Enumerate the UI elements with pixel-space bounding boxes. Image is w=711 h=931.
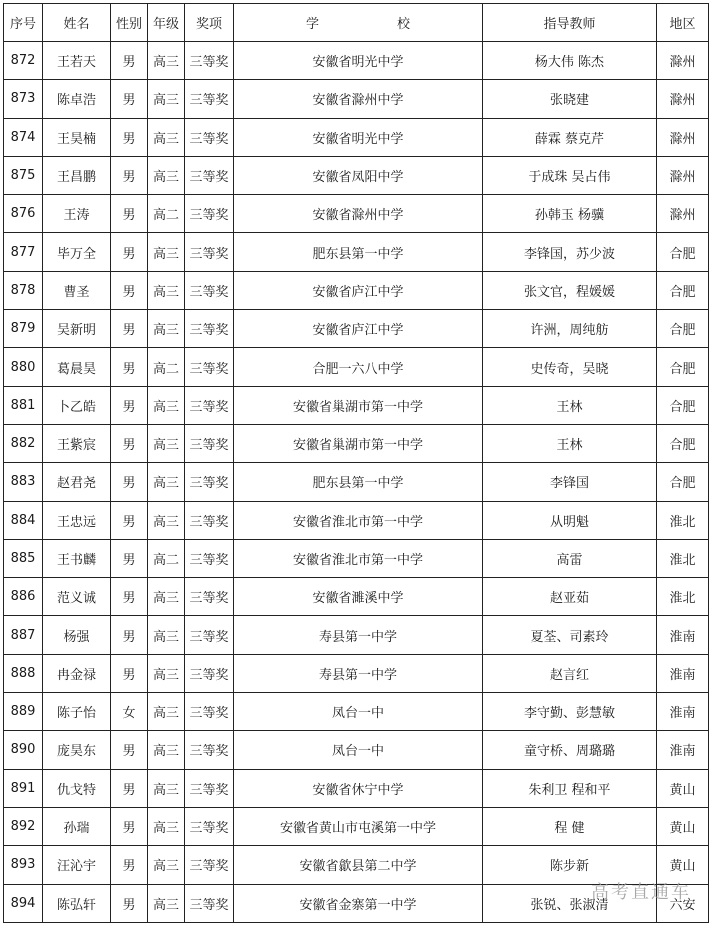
cell-teacher: 李守勤、彭慧敏 [483,693,657,731]
cell-award: 三等奖 [185,271,234,309]
cell-region: 黄山 [657,769,709,807]
cell-index: 887 [4,616,43,654]
cell-teacher: 高雷 [483,539,657,577]
cell-school: 安徽省歙县第二中学 [234,846,483,884]
cell-region: 淮南 [657,654,709,692]
cell-name: 王昊楠 [43,118,111,156]
cell-grade: 高三 [148,807,185,845]
cell-gender: 男 [111,156,148,194]
cell-school: 寿县第一中学 [234,654,483,692]
cell-award: 三等奖 [185,501,234,539]
table-row [4,578,709,616]
header-award: 奖项 [185,4,234,42]
cell-award: 三等奖 [185,578,234,616]
cell-award: 三等奖 [185,539,234,577]
table-row [4,807,709,845]
cell-index: 883 [4,463,43,501]
watermark: 高考直通车 [591,882,691,903]
cell-school: 安徽省凤阳中学 [234,156,483,194]
cell-school: 安徽省淮北市第一中学 [234,539,483,577]
cell-teacher: 史传奇，吴晓 [483,348,657,386]
cell-teacher: 李锋国 [483,463,657,501]
cell-teacher: 陈步新 [483,846,657,884]
table-row [4,42,709,80]
table-row [4,310,709,348]
table-row [4,616,709,654]
cell-region: 淮北 [657,501,709,539]
cell-grade: 高三 [148,769,185,807]
cell-index: 889 [4,693,43,731]
cell-gender: 男 [111,463,148,501]
cell-teacher: 张文官，程媛媛 [483,271,657,309]
cell-name: 孙瑞 [43,807,111,845]
cell-name: 陈卓浩 [43,80,111,118]
cell-index: 886 [4,578,43,616]
cell-school: 安徽省滁州中学 [234,80,483,118]
cell-index: 878 [4,271,43,309]
cell-teacher: 李锋国，苏少波 [483,233,657,271]
cell-grade: 高三 [148,80,185,118]
cell-school: 寿县第一中学 [234,616,483,654]
table-body [4,42,709,923]
cell-region: 滁州 [657,195,709,233]
table-row [4,463,709,501]
cell-index: 893 [4,846,43,884]
cell-index: 880 [4,348,43,386]
cell-teacher: 夏荃、司素玲 [483,616,657,654]
cell-teacher: 王林 [483,386,657,424]
cell-name: 葛晨昊 [43,348,111,386]
cell-name: 王若天 [43,42,111,80]
cell-region: 滁州 [657,156,709,194]
cell-gender: 男 [111,846,148,884]
cell-teacher: 朱利卫 程和平 [483,769,657,807]
header-region: 地区 [657,4,709,42]
cell-grade: 高二 [148,348,185,386]
table-row [4,118,709,156]
cell-award: 三等奖 [185,884,234,922]
cell-name: 卜乙皓 [43,386,111,424]
cell-region: 合肥 [657,271,709,309]
cell-teacher: 孙韩玉 杨骥 [483,195,657,233]
table-row [4,80,709,118]
cell-index: 875 [4,156,43,194]
table-row [4,731,709,769]
cell-gender: 男 [111,42,148,80]
cell-grade: 高三 [148,233,185,271]
cell-award: 三等奖 [185,80,234,118]
cell-grade: 高三 [148,693,185,731]
cell-teacher: 张锐、张淑清 [483,884,657,922]
cell-grade: 高三 [148,386,185,424]
cell-school: 合肥一六八中学 [234,348,483,386]
cell-grade: 高二 [148,539,185,577]
table-row [4,539,709,577]
table-row [4,501,709,539]
cell-gender: 男 [111,348,148,386]
cell-index: 892 [4,807,43,845]
cell-index: 882 [4,424,43,462]
cell-region: 合肥 [657,424,709,462]
cell-name: 汪沁宇 [43,846,111,884]
cell-index: 879 [4,310,43,348]
cell-region: 滁州 [657,42,709,80]
cell-region: 黄山 [657,846,709,884]
cell-region: 滁州 [657,80,709,118]
cell-grade: 高三 [148,731,185,769]
cell-teacher: 许洲，周纯舫 [483,310,657,348]
cell-region: 合肥 [657,348,709,386]
header-name: 姓名 [43,4,111,42]
cell-gender: 男 [111,233,148,271]
cell-name: 冉金禄 [43,654,111,692]
table-row [4,693,709,731]
cell-school: 安徽省巢湖市第一中学 [234,424,483,462]
cell-teacher: 杨大伟 陈杰 [483,42,657,80]
cell-index: 884 [4,501,43,539]
cell-grade: 高二 [148,195,185,233]
cell-school: 安徽省濉溪中学 [234,578,483,616]
header-grade: 年级 [148,4,185,42]
table-row [4,424,709,462]
cell-teacher: 童守桥、周璐璐 [483,731,657,769]
cell-name: 王忠远 [43,501,111,539]
cell-school: 凤台一中 [234,731,483,769]
cell-name: 赵君尧 [43,463,111,501]
cell-name: 范义诚 [43,578,111,616]
cell-name: 毕万全 [43,233,111,271]
header-school: 学 校 [234,4,483,42]
cell-award: 三等奖 [185,348,234,386]
cell-grade: 高三 [148,42,185,80]
cell-grade: 高三 [148,463,185,501]
cell-award: 三等奖 [185,846,234,884]
cell-region: 合肥 [657,386,709,424]
cell-index: 894 [4,884,43,922]
cell-school: 安徽省庐江中学 [234,310,483,348]
header-row [4,4,709,42]
cell-gender: 男 [111,769,148,807]
cell-gender: 男 [111,731,148,769]
cell-award: 三等奖 [185,233,234,271]
cell-award: 三等奖 [185,616,234,654]
cell-gender: 男 [111,118,148,156]
cell-index: 890 [4,731,43,769]
cell-gender: 男 [111,539,148,577]
cell-name: 王涛 [43,195,111,233]
cell-index: 874 [4,118,43,156]
cell-grade: 高三 [148,501,185,539]
table-row [4,348,709,386]
cell-teacher: 赵言红 [483,654,657,692]
cell-gender: 男 [111,195,148,233]
cell-index: 888 [4,654,43,692]
cell-name: 杨强 [43,616,111,654]
cell-gender: 男 [111,807,148,845]
table-row [4,386,709,424]
cell-teacher: 从明魁 [483,501,657,539]
cell-index: 873 [4,80,43,118]
cell-index: 881 [4,386,43,424]
cell-award: 三等奖 [185,463,234,501]
cell-region: 淮北 [657,539,709,577]
cell-region: 六安 [657,884,709,922]
cell-award: 三等奖 [185,118,234,156]
cell-school: 安徽省庐江中学 [234,271,483,309]
cell-grade: 高三 [148,271,185,309]
cell-award: 三等奖 [185,654,234,692]
cell-grade: 高三 [148,424,185,462]
cell-region: 滁州 [657,118,709,156]
cell-grade: 高三 [148,156,185,194]
cell-teacher: 于成珠 吴占伟 [483,156,657,194]
cell-gender: 男 [111,654,148,692]
table-row [4,271,709,309]
cell-gender: 男 [111,501,148,539]
cell-school: 凤台一中 [234,693,483,731]
table-row [4,156,709,194]
cell-name: 仇戈特 [43,769,111,807]
cell-gender: 男 [111,271,148,309]
cell-teacher: 薛霖 蔡克芹 [483,118,657,156]
cell-index: 876 [4,195,43,233]
cell-region: 淮南 [657,693,709,731]
cell-name: 庞昊东 [43,731,111,769]
cell-gender: 男 [111,578,148,616]
cell-award: 三等奖 [185,195,234,233]
header-index: 序号 [4,4,43,42]
table-row [4,233,709,271]
cell-index: 872 [4,42,43,80]
cell-region: 淮北 [657,578,709,616]
cell-region: 合肥 [657,310,709,348]
cell-school: 肥东县第一中学 [234,463,483,501]
cell-grade: 高三 [148,616,185,654]
cell-school: 安徽省滁州中学 [234,195,483,233]
cell-name: 王紫宸 [43,424,111,462]
cell-school: 安徽省巢湖市第一中学 [234,386,483,424]
cell-region: 淮南 [657,616,709,654]
cell-name: 陈弘轩 [43,884,111,922]
cell-teacher: 赵亚茹 [483,578,657,616]
cell-award: 三等奖 [185,693,234,731]
cell-school: 安徽省金寨第一中学 [234,884,483,922]
cell-gender: 男 [111,80,148,118]
cell-region: 合肥 [657,463,709,501]
cell-name: 陈子怡 [43,693,111,731]
cell-index: 891 [4,769,43,807]
cell-grade: 高三 [148,118,185,156]
cell-gender: 男 [111,884,148,922]
cell-region: 合肥 [657,233,709,271]
cell-school: 安徽省淮北市第一中学 [234,501,483,539]
cell-grade: 高三 [148,310,185,348]
cell-index: 877 [4,233,43,271]
cell-school: 安徽省黄山市屯溪第一中学 [234,807,483,845]
cell-region: 黄山 [657,807,709,845]
cell-award: 三等奖 [185,424,234,462]
cell-school: 安徽省休宁中学 [234,769,483,807]
cell-gender: 男 [111,386,148,424]
cell-grade: 高三 [148,846,185,884]
cell-name: 曹圣 [43,271,111,309]
table-row [4,654,709,692]
cell-grade: 高三 [148,578,185,616]
cell-teacher: 张晓建 [483,80,657,118]
cell-name: 吴新明 [43,310,111,348]
cell-award: 三等奖 [185,42,234,80]
cell-gender: 女 [111,693,148,731]
cell-teacher: 程 健 [483,807,657,845]
cell-region: 淮南 [657,731,709,769]
cell-award: 三等奖 [185,386,234,424]
cell-gender: 男 [111,310,148,348]
cell-gender: 男 [111,424,148,462]
cell-award: 三等奖 [185,310,234,348]
cell-school: 安徽省明光中学 [234,118,483,156]
cell-index: 885 [4,539,43,577]
cell-school: 肥东县第一中学 [234,233,483,271]
cell-grade: 高三 [148,884,185,922]
cell-award: 三等奖 [185,731,234,769]
awards-table [3,3,709,923]
cell-grade: 高三 [148,654,185,692]
cell-teacher: 王林 [483,424,657,462]
cell-award: 三等奖 [185,807,234,845]
table-row [4,195,709,233]
cell-award: 三等奖 [185,156,234,194]
cell-gender: 男 [111,616,148,654]
header-gender: 性别 [111,4,148,42]
cell-name: 王昌鹏 [43,156,111,194]
header-teacher: 指导教师 [483,4,657,42]
table-row [4,769,709,807]
cell-school: 安徽省明光中学 [234,42,483,80]
cell-name: 王书麟 [43,539,111,577]
cell-award: 三等奖 [185,769,234,807]
